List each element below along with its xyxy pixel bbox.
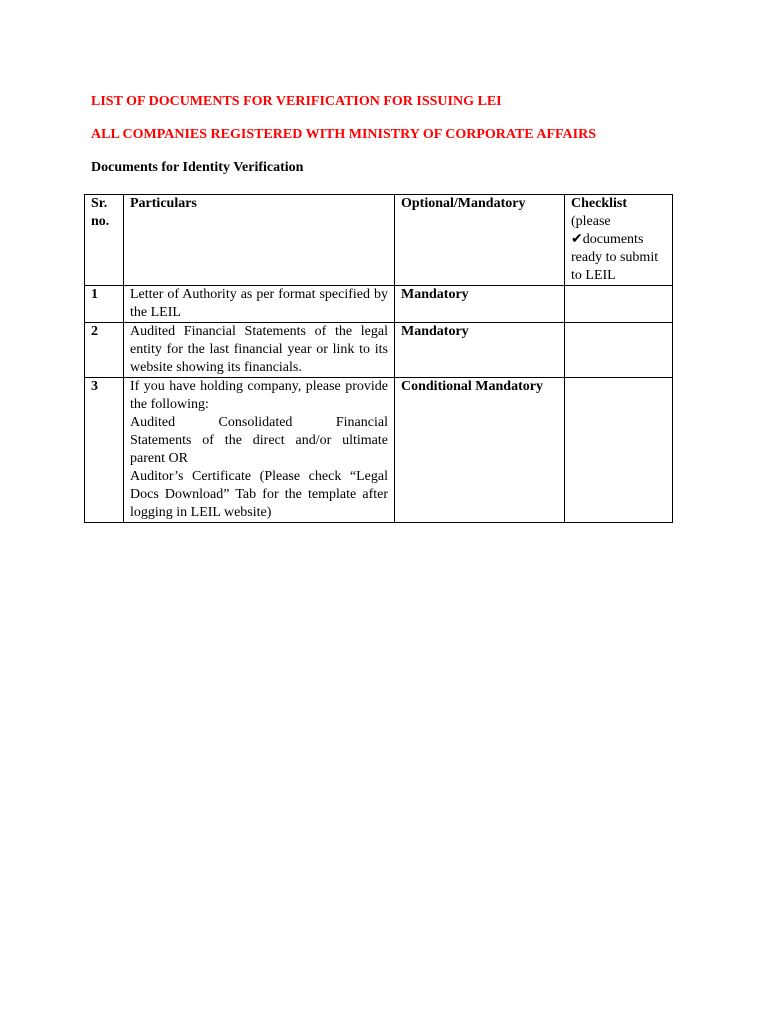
header-checklist — [565, 195, 673, 286]
checklist-note-line: to LEIL — [571, 268, 616, 283]
particulars-intro: If you have holding company, please provide the following: — [130, 379, 388, 412]
row-requirement: Mandatory — [395, 286, 565, 323]
row-requirement: Conditional Mandatory — [395, 378, 565, 523]
checklist-note-line: ✔documents — [571, 232, 644, 247]
table-header-row — [85, 195, 673, 286]
row-checklist-cell[interactable] — [565, 323, 673, 378]
table-row — [85, 323, 673, 378]
documents-table — [84, 194, 673, 523]
checklist-title: Checklist — [571, 196, 627, 211]
section-heading: Documents for Identity Verification — [91, 160, 304, 175]
row-sr-no: 3 — [85, 378, 124, 523]
row-particulars: Letter of Authority as per format specified by the LEIL — [124, 286, 395, 323]
row-requirement: Mandatory — [395, 323, 565, 378]
header-particulars: Particulars — [124, 195, 395, 286]
particulars-continuation: Statements of the direct and/or ultimate parent OR — [130, 433, 388, 466]
header-no-label: no. — [91, 214, 110, 229]
row-particulars — [124, 378, 395, 523]
checklist-note-line: (please — [571, 214, 611, 229]
particulars-auditor-certificate: Auditor’s Certificate (Please check “Legal Docs Download” Tab for the template after logging in LEIL website) — [130, 469, 388, 520]
header-sr-no — [85, 195, 124, 286]
table-row — [85, 286, 673, 323]
table-row — [85, 378, 673, 523]
particulars-word: Audited — [130, 415, 176, 430]
header-sr-label: Sr. — [91, 196, 108, 211]
row-checklist-cell[interactable] — [565, 286, 673, 323]
particulars-word: Consolidated — [218, 415, 293, 430]
particulars-word: Financial — [335, 415, 388, 430]
row-sr-no: 1 — [85, 286, 124, 323]
row-particulars: Audited Financial Statements of the legal entity for the last financial year or link to its website showing its financials. — [124, 323, 395, 378]
particulars-spread-line — [130, 414, 388, 432]
document-subtitle: ALL COMPANIES REGISTERED WITH MINISTRY OF CORPORATE AFFAIRS — [91, 127, 597, 142]
row-checklist-cell[interactable] — [565, 378, 673, 523]
header-optional-mandatory: Optional/Mandatory — [395, 195, 565, 286]
checklist-note-line: ready to submit — [571, 250, 659, 265]
document-title: LIST OF DOCUMENTS FOR VERIFICATION FOR ISSUING LEI — [91, 94, 502, 109]
row-sr-no: 2 — [85, 323, 124, 378]
